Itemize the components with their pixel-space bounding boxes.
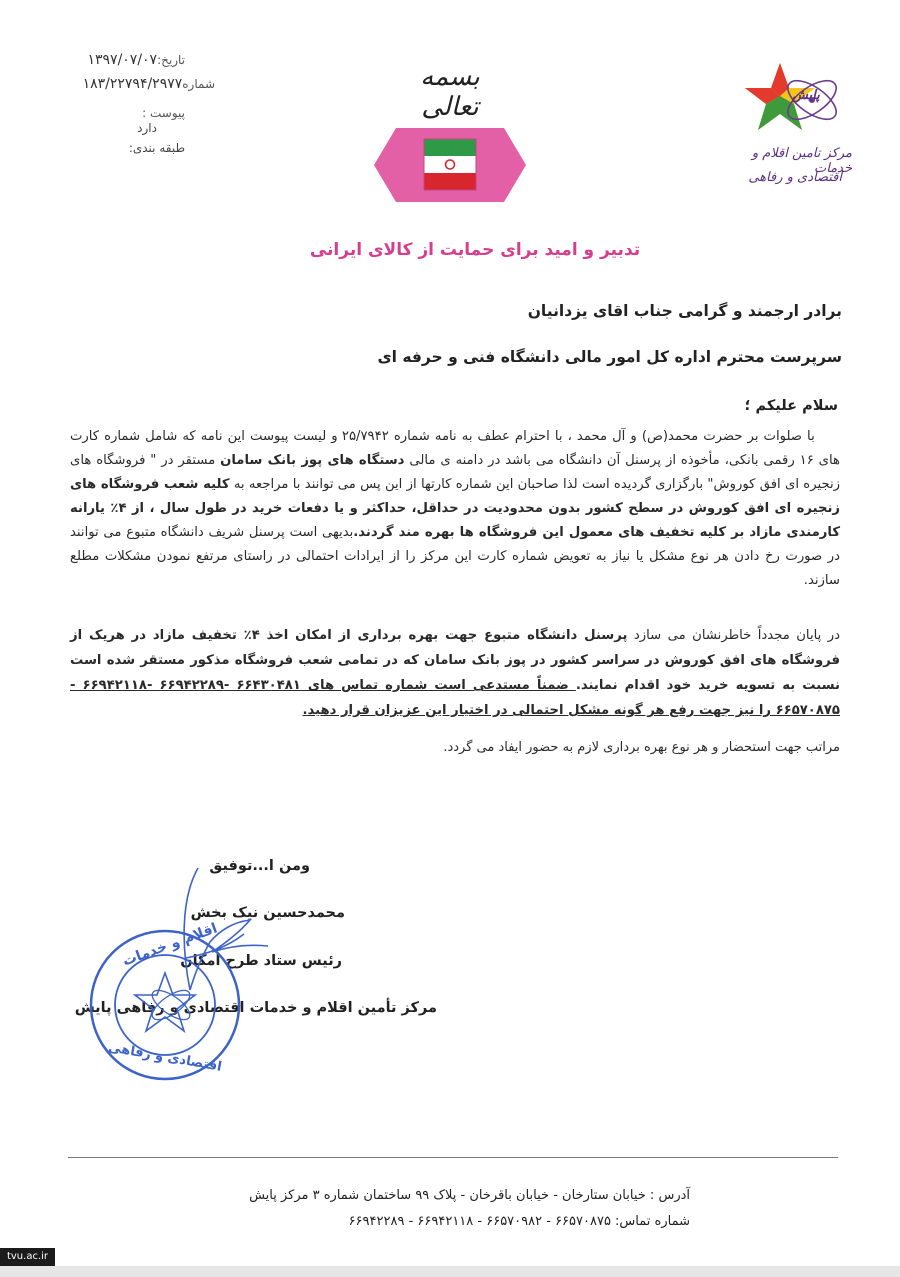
flag-badge <box>374 128 526 202</box>
logo-name: پایش <box>792 88 820 103</box>
site-badge[interactable]: tvu.ac.ir <box>0 1248 55 1266</box>
p2-underlined: ضمناً مستدعی است شماره تماس های ۶۶۴۳۰۴۸۱ -۶۶۹۴۲۲۸۹ -۶۶۹۴۲۱۱۸ - ۶۶۵۷۰۸۷۵ را نیز جهت رفع هر گونه مشکل احتمالی در اختیار این عزیزان قرار دهید. <box>70 678 840 718</box>
p1-intro: با صلوات بر حضرت محمد(ص) و آل محمد ، با احترام عطف به نامه شماره ۲۵/۷۹۴۲ و لیست پیوست این نامه که شامل شماره کارت های ۱۶ رقمی بانکی، مأخوذه از پرسنل آن دانشگاه می باشد در دامنه ی مالی <box>70 429 840 468</box>
handwritten-signature <box>150 860 290 1000</box>
footer-divider <box>68 1157 838 1158</box>
iran-flag-icon <box>374 128 526 202</box>
paragraph-1 <box>70 425 840 593</box>
number-row <box>82 76 215 106</box>
p1-bold-device: دستگاه های پوز بانک سامان <box>220 453 405 468</box>
p1-mid: مستقر در " فروشگاه های زنجیره ای افق کوروش" بارگزاری گردیده است لذا صاحبان این شماره کارتها از این پس می توانند با مراجعه به <box>70 453 841 492</box>
recipient-name: برادر ارجمند و گرامی جناب اقای یزدانیان <box>527 302 842 320</box>
slogan: تدبیر و امید برای حمایت از کالای ایرانی <box>309 240 641 260</box>
attachment-row <box>85 106 185 121</box>
bottom-band <box>0 1266 900 1277</box>
logo-subtitle-2: اقتصادی و رفاهی <box>748 170 842 185</box>
signatory-title: رئیس ستاد طرح امکان <box>180 953 342 969</box>
footer-phones: شماره تماس: ۶۶۵۷۰۸۷۵ - ۶۶۵۷۰۹۸۲ - ۶۶۹۴۲۱۱۸ - ۶۶۹۴۲۲۸۹ <box>348 1214 690 1229</box>
p2-intro: در پایان مجدداً خاطرنشان می سازد <box>627 628 841 643</box>
date-label: تاریخ: <box>157 53 185 67</box>
classification-label: طبقه بندی: <box>128 141 185 155</box>
paragraph-2 <box>70 623 840 723</box>
attachment-label: پیوست : <box>142 106 185 120</box>
p2-bold-main: پرسنل دانشگاه متبوع جهت بهره برداری از امکان اخذ ۴٪ تخفیف مازاد در هریک از فروشگاه های افق کوروش در سراسر کشور در پوز بانک سامان که در تمامی شعب فروشگاه مذکور مستقر شده است نسبت به تسویه خرید خود اقدام نمایند. <box>70 628 840 693</box>
number-label: شماره <box>182 77 215 91</box>
signature-closing: ومن ا...توفیق <box>209 858 310 874</box>
date-row <box>85 52 185 76</box>
recipient-title: سرپرست محترم اداره کل امور مالی دانشگاه فنی و حرفه ای <box>377 348 842 366</box>
stamp-text-top: اقلام و خدمات <box>120 920 220 970</box>
logo-subtitle-1: مرکز تامین اقلام و خدمات <box>751 146 852 176</box>
basmala: بسمه تعالی <box>420 62 480 122</box>
signatory-org: مرکز تأمین اقلام و خدمات اقتصادی و رفاهی پایش <box>74 1000 437 1016</box>
stamp-text-bottom: اقتصادی و رفاهی <box>107 1040 223 1075</box>
number-value: ۱۸۳/۲۲۷۹۴/۲۹۷۷ <box>82 76 183 92</box>
star-logo-icon <box>740 58 852 148</box>
letter-meta <box>82 52 215 155</box>
greeting: سلام علیکم ؛ <box>744 398 838 414</box>
signatory-name: محمدحسین نیک بخش <box>190 905 345 921</box>
p1-end: بدیهی است پرسنل شریف دانشگاه متبوع می توانند در صورت رخ دادن هر نوع مشکل یا نیاز به تعویض شماره کارت این مرکز را از ایرادات احتمالی در راستای مرتفع نمودن مشکلات مطلع سازند. <box>70 525 840 588</box>
paayesh-logo <box>740 58 852 198</box>
footer-address: آدرس : خیابان ستارخان - خیابان باقرخان - پلاک ۹۹ ساختمان شماره ۳ مرکز پایش <box>249 1188 690 1203</box>
p1-bold-main: کلیه شعب فروشگاه های زنجیره ای افق کوروش در سطح کشور بدون محدودیت در حداقل، حداکثر و یا دفعات خرید در طول سال ، از ۴٪ یارانه کارمندی مازاد بر کلیه تخفیف های معمول این فروشگاه ها بهره مند گردند. <box>70 477 841 540</box>
date-value: ۱۳۹۷/۰۷/۰۷ <box>87 52 158 68</box>
closing-line: مراتب جهت استحضار و هر نوع بهره برداری لازم به حضور ایفاد می گردد. <box>443 740 840 755</box>
attachment-value: دارد <box>137 121 157 135</box>
